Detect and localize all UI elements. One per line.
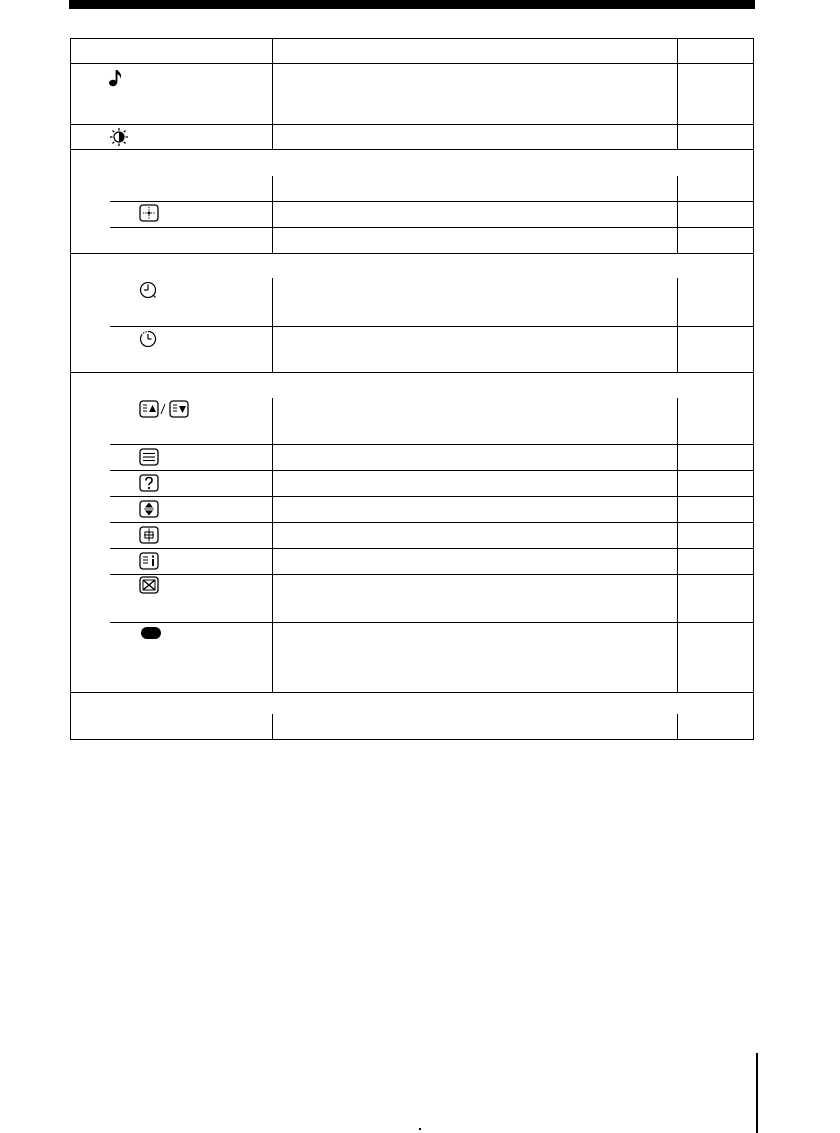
- row-rule: [71, 692, 753, 693]
- row-rule: [110, 470, 753, 471]
- slash-separator: [160, 403, 166, 415]
- teletext-size-icon: [139, 500, 159, 518]
- music-note-icon: [109, 69, 123, 87]
- row-rule: [110, 548, 753, 549]
- page-edge-marker: [756, 1053, 758, 1133]
- teletext-page-down-icon: [169, 400, 189, 418]
- row-rule: [110, 522, 753, 523]
- function-table: [70, 38, 754, 740]
- col-rule: [272, 398, 273, 692]
- row-rule: [110, 622, 753, 623]
- header-rule: [69, 0, 755, 9]
- teletext-reveal-icon: [139, 474, 159, 492]
- teletext-info-icon: [139, 552, 159, 570]
- col-rule: [272, 39, 273, 149]
- row-rule: [71, 124, 753, 125]
- row-rule: [110, 201, 753, 202]
- row-rule: [71, 253, 753, 254]
- teletext-index-icon: [139, 448, 159, 466]
- page-dot: [419, 1128, 421, 1130]
- col-rule: [272, 714, 273, 739]
- col-rule: [677, 176, 678, 253]
- teletext-cancel-icon: [139, 576, 159, 594]
- colour-key-icon: [141, 627, 161, 639]
- row-rule: [110, 326, 753, 327]
- row-rule: [110, 574, 753, 575]
- col-rule: [677, 39, 678, 149]
- picture-brightness-icon: [109, 128, 129, 146]
- teletext-page-up-icon: [139, 400, 159, 418]
- teletext-hold-icon: [139, 526, 159, 544]
- position-target-icon: [139, 204, 159, 222]
- col-rule: [272, 278, 273, 372]
- sleep-clock-icon: [139, 330, 157, 348]
- col-rule: [272, 176, 273, 253]
- row-rule: [71, 149, 753, 150]
- col-rule: [677, 398, 678, 692]
- row-rule: [71, 372, 753, 373]
- col-rule: [677, 714, 678, 739]
- timer-clock-icon: [139, 281, 157, 299]
- col-rule: [677, 278, 678, 372]
- row-rule: [110, 496, 753, 497]
- row-rule: [110, 444, 753, 445]
- row-rule: [71, 63, 753, 64]
- row-rule: [110, 227, 753, 228]
